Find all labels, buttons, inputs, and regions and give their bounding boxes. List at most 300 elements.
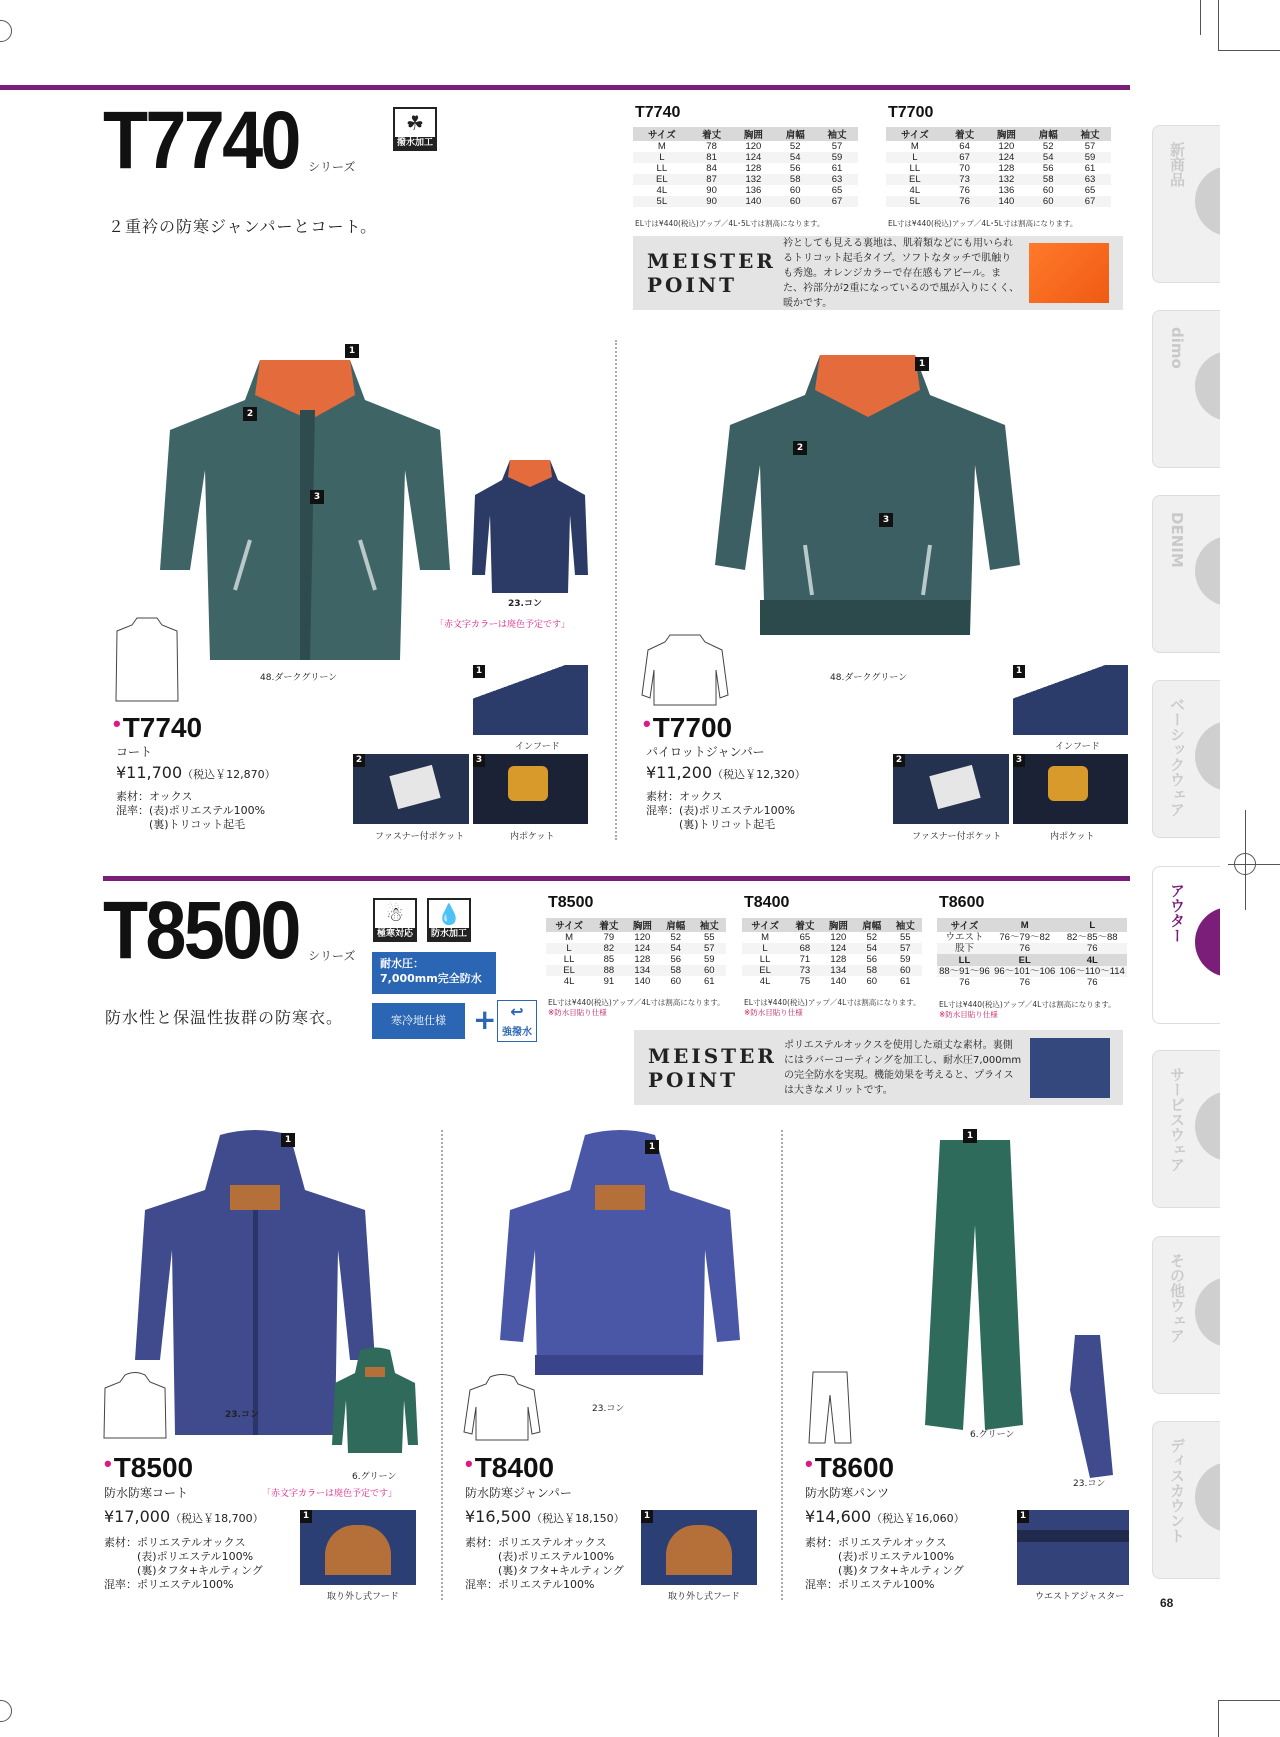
table-cell: 76 xyxy=(992,943,1058,954)
product-name: •T7740 xyxy=(113,711,203,743)
table-cell: 59 xyxy=(1069,152,1111,163)
table-cell: L xyxy=(546,943,592,954)
table-cell: 55 xyxy=(703,932,715,943)
size-note: EL寸は¥440(税込)アップ／4L寸は割高になります。 xyxy=(548,998,725,1007)
table-cell: 124 xyxy=(986,152,1028,163)
product-price: ¥14,600（税込￥16,060） xyxy=(805,1507,965,1526)
crop-mark xyxy=(1200,0,1201,35)
extreme-cold-badge: ☃ 極寒対応 xyxy=(373,898,417,942)
inner-pocket-photo xyxy=(473,754,588,824)
photo-number: 1 xyxy=(1017,1510,1029,1523)
hood-detail-photo xyxy=(473,665,588,735)
table-cell: 63 xyxy=(816,174,858,185)
tab-dimo[interactable]: dimo xyxy=(1152,310,1220,468)
table-cell: 54 xyxy=(659,943,692,954)
product-spec: 素材：オックス 混率：(表)ポリエステル100% (裏)トリコット起毛 xyxy=(646,790,796,831)
registration-mark xyxy=(0,20,12,42)
table-cell: 4L xyxy=(759,976,771,987)
size-note: EL寸は¥440(税込)アップ／4L･5L寸は割高になります。 xyxy=(888,219,1078,228)
table-cell: 106〜110〜114 xyxy=(1058,966,1128,977)
table-cell: 61 xyxy=(703,976,715,987)
meister-text: ポリエステルオックスを使用した頑丈な素材。裏側にはラバーコーティングを加工し、耐水圧7,000mmの完全防水を実現。機能効果を考えると、プライスは大きなメリットです。 xyxy=(784,1039,1022,1096)
table-cell: 87 xyxy=(691,174,733,185)
series-tagline: 防水性と保温性抜群の防寒衣。 xyxy=(105,1008,344,1027)
table-cell: 61 xyxy=(899,976,911,987)
color-label: 23.コン xyxy=(592,1404,625,1414)
table-cell: 67 xyxy=(816,196,858,207)
table-cell: 4L xyxy=(563,976,575,987)
t7740-back-sketch xyxy=(112,613,182,703)
water-pressure-box: 耐水圧： 7,000mm完全防水 xyxy=(372,952,496,994)
detail-caption: 内ポケット xyxy=(510,832,555,842)
table-cell: M xyxy=(565,932,574,943)
table-cell: 股下 xyxy=(937,943,992,954)
table-row xyxy=(633,196,858,207)
detail-caption: 取り外し式フード xyxy=(327,1592,399,1602)
table-header: 袖丈 xyxy=(693,918,726,932)
table-row xyxy=(546,965,726,976)
table-cell: 76 xyxy=(959,977,970,988)
product-name: •T8500 xyxy=(104,1451,194,1483)
table-cell: EL xyxy=(633,174,691,185)
table-cell: 56 xyxy=(789,163,801,174)
table-header: 肩幅 xyxy=(659,918,692,932)
table-cell: 60 xyxy=(789,185,801,196)
table-row xyxy=(742,932,922,943)
table-cell: 54 xyxy=(1027,152,1069,163)
t8600-pants-image xyxy=(905,1135,1035,1435)
table-cell: 76 xyxy=(959,185,970,196)
size-note: EL寸は¥440(税込)アップ／4L･5L寸は割高になります。 xyxy=(635,219,825,228)
product-desc: 防水防寒パンツ xyxy=(805,1486,890,1500)
table-header: 肩幅 xyxy=(855,918,888,932)
t8400-back-sketch xyxy=(462,1372,542,1442)
table-cell: EL xyxy=(742,965,788,976)
table-cell: 60 xyxy=(1042,185,1054,196)
meister-point xyxy=(634,1030,1123,1105)
table-cell: 58 xyxy=(774,174,816,185)
table-header: 袖丈 xyxy=(816,127,858,141)
table-cell: 67 xyxy=(944,152,986,163)
product-desc: パイロットジャンパー xyxy=(646,745,765,759)
crop-mark xyxy=(1218,1700,1280,1701)
callout-2: 2 xyxy=(793,441,807,455)
table-cell: 140 xyxy=(634,976,651,987)
series-code: T7740 xyxy=(103,95,299,186)
table-cell: 56 xyxy=(1042,163,1054,174)
table-cell: 59 xyxy=(703,954,715,965)
color-label: 6.グリーン xyxy=(970,1430,1015,1440)
table-cell: 60 xyxy=(774,196,816,207)
table-cell: 128 xyxy=(998,163,1015,174)
table-cell: 61 xyxy=(831,163,843,174)
size-table xyxy=(633,127,858,207)
table-cell: 52 xyxy=(866,932,878,943)
series-tagline: ２重衿の防寒ジャンパーとコート。 xyxy=(108,217,378,236)
product-price: ¥16,500（税込￥18,150） xyxy=(465,1507,625,1526)
table-cell: 70 xyxy=(959,163,970,174)
fabric-swatch-image xyxy=(1030,1038,1110,1098)
photo-number: 2 xyxy=(893,754,905,767)
size-table-title: T8500 xyxy=(548,894,594,911)
meister-text: 衿としても見える裏地は、肌着類などにも用いられるトリコット起毛タイプ。ソフトなタッチで肌触りも秀逸。オレンジカラーで存在感もアピール。また、衿部分が2重になっているので風が入りにくく、暖かです。 xyxy=(783,237,1020,309)
table-cell: 90 xyxy=(706,185,717,196)
table-cell: L xyxy=(742,943,788,954)
table-cell: LL xyxy=(909,163,921,174)
table-row xyxy=(546,954,726,965)
product-spec: 素材：ポリエステルオックス (表)ポリエステル100% (裏)タフタ+キルティング 混率：ポリエステル100% xyxy=(805,1536,964,1591)
table-cell: L xyxy=(1058,918,1128,932)
table-cell: 68 xyxy=(788,943,821,954)
discontinued-note: 「赤文字カラーは廃色予定です」 xyxy=(435,620,571,630)
callout-1: 1 xyxy=(645,1140,659,1154)
product-spec: 素材：ポリエステルオックス (表)ポリエステル100% (裏)タフタ+キルティング 混率：ポリエステル100% xyxy=(465,1536,624,1591)
size-note: EL寸は¥440(税込)アップ／4L寸は割高になります。 xyxy=(939,1000,1116,1009)
size-table-title: T7740 xyxy=(635,104,681,121)
table-cell: 55 xyxy=(899,932,911,943)
table-cell: 58 xyxy=(659,965,692,976)
table-header: 着丈 xyxy=(691,127,733,141)
table-row xyxy=(886,174,1111,185)
table-cell: 52 xyxy=(789,141,801,152)
table-row xyxy=(546,976,726,987)
product-price: ¥11,200（税込￥12,320） xyxy=(646,763,806,782)
table-header: 胸囲 xyxy=(822,918,855,932)
meister-point xyxy=(633,236,1123,310)
size-table-title: T8400 xyxy=(744,894,790,911)
table-cell: EL xyxy=(886,174,944,185)
table-row xyxy=(937,918,1127,932)
table-row xyxy=(886,185,1111,196)
registration-mark xyxy=(0,1700,12,1722)
table-row xyxy=(937,943,1127,954)
t8600-back-sketch xyxy=(805,1370,855,1445)
waterproof-badge: 💧 防水加工 xyxy=(427,898,471,942)
table-cell: 4L xyxy=(909,185,921,196)
detail-caption: インフード xyxy=(515,742,560,752)
table-header: サイズ xyxy=(546,918,592,932)
table-cell: LL xyxy=(563,954,575,965)
tab-outer[interactable]: アウター xyxy=(1152,866,1220,1024)
registration-mark xyxy=(1234,853,1256,875)
table-cell: 91 xyxy=(603,976,615,987)
table-cell: 136 xyxy=(745,185,762,196)
table-cell: 59 xyxy=(816,152,858,163)
photo-number: 1 xyxy=(300,1510,312,1523)
photo-number: 3 xyxy=(1013,754,1025,767)
photo-number: 2 xyxy=(353,754,365,767)
color-label: 6.グリーン xyxy=(352,1472,397,1482)
table-cell: 57 xyxy=(693,943,726,954)
callout-1: 1 xyxy=(281,1133,295,1147)
table-header: 着丈 xyxy=(788,918,821,932)
table-cell: 52 xyxy=(670,932,682,943)
table-cell: EL xyxy=(546,965,592,976)
plus-sign: + xyxy=(473,1003,497,1036)
table-cell: 124 xyxy=(626,943,659,954)
meister-logo: MEISTER POINT xyxy=(648,1043,777,1092)
size-note: EL寸は¥440(税込)アップ／4L寸は割高になります。 xyxy=(744,998,921,1007)
table-header: 胸囲 xyxy=(986,127,1028,141)
table-cell: 124 xyxy=(733,152,775,163)
table-header: 胸囲 xyxy=(733,127,775,141)
size-table xyxy=(886,127,1111,207)
crop-mark xyxy=(1218,0,1219,50)
color-label: 23.コン xyxy=(1073,1479,1106,1489)
table-cell: 134 xyxy=(822,965,855,976)
fabric-swatch-image xyxy=(1029,243,1109,303)
table-cell: 96〜101〜106 xyxy=(992,966,1058,977)
table-row xyxy=(742,954,922,965)
hood-detail-photo xyxy=(300,1510,416,1585)
table-cell: L xyxy=(886,152,944,163)
table-row xyxy=(633,174,858,185)
table-cell: 76 xyxy=(1058,943,1128,954)
table-cell: 4L xyxy=(656,185,668,196)
table-row xyxy=(886,152,1111,163)
table-cell: 140 xyxy=(733,196,775,207)
product-name: •T8600 xyxy=(805,1451,895,1483)
table-row xyxy=(937,966,1127,977)
hood-detail-photo xyxy=(641,1510,757,1585)
table-header: サイズ xyxy=(742,918,788,932)
photo-number: 1 xyxy=(641,1510,653,1523)
t8500-back-sketch xyxy=(100,1370,170,1440)
tab-discount[interactable]: ディスカウント xyxy=(1152,1421,1220,1579)
table-cell: 120 xyxy=(745,141,762,152)
t8600-navy-image xyxy=(1065,1330,1115,1480)
table-row xyxy=(633,141,858,152)
table-cell: 5L xyxy=(633,196,691,207)
tab-new-products[interactable]: 新商品 xyxy=(1152,125,1220,283)
snowman-icon: ☃ xyxy=(386,902,404,926)
divider xyxy=(441,1130,443,1600)
size-table xyxy=(546,918,726,987)
table-cell: 76 xyxy=(1086,977,1098,988)
photo-number: 3 xyxy=(473,754,485,767)
t8500-green-image xyxy=(330,1345,420,1455)
table-cell: 60 xyxy=(1027,196,1069,207)
t7700-back-sketch xyxy=(640,630,730,710)
table-cell: 132 xyxy=(733,174,775,185)
table-cell: 75 xyxy=(799,976,811,987)
table-header: サイズ xyxy=(886,127,944,141)
callout-3: 3 xyxy=(310,490,324,504)
table-cell: 76 xyxy=(1019,977,1030,988)
product-desc: コート xyxy=(116,745,153,759)
photo-number: 1 xyxy=(473,665,485,678)
tab-basic-wear[interactable]: ベーシックウェア xyxy=(1152,680,1220,838)
table-row xyxy=(886,196,1111,207)
table-cell: LL xyxy=(656,163,668,174)
table-cell: 73 xyxy=(944,174,986,185)
table-cell: 140 xyxy=(830,976,847,987)
table-cell: 63 xyxy=(1069,174,1111,185)
table-header: 胸囲 xyxy=(626,918,659,932)
size-table xyxy=(742,918,922,987)
table-cell: 60 xyxy=(866,976,878,987)
table-cell: 82〜85〜88 xyxy=(1066,932,1118,943)
tab-other-wear[interactable]: その他ウェア xyxy=(1152,1236,1220,1394)
table-cell: 136 xyxy=(998,185,1015,196)
table-cell: 60 xyxy=(693,965,726,976)
table-row xyxy=(633,185,858,196)
t7700-jacket-image xyxy=(700,345,1030,645)
table-cell: M xyxy=(761,932,770,943)
table-cell: 124 xyxy=(822,943,855,954)
table-cell: 85 xyxy=(603,954,615,965)
table-cell: 76〜79〜82 xyxy=(999,932,1051,943)
table-cell: EL xyxy=(992,954,1058,966)
waist-detail-photo xyxy=(1017,1510,1129,1585)
cold-region-box: 寒冷地仕様 xyxy=(372,1003,465,1039)
table-cell: 54 xyxy=(855,943,888,954)
table-cell: 57 xyxy=(889,943,922,954)
callout-2: 2 xyxy=(243,407,257,421)
t8400-jacket-image xyxy=(495,1130,745,1380)
size-note-red: ※防水目貼り仕様 xyxy=(939,1010,998,1019)
table-cell: 64 xyxy=(959,141,970,152)
table-row xyxy=(633,163,858,174)
crop-mark xyxy=(1218,1700,1219,1737)
table-row xyxy=(937,932,1127,943)
table-row xyxy=(937,954,1127,966)
product-price: ¥17,000（税込￥18,700） xyxy=(104,1507,264,1526)
section-rule xyxy=(0,85,1130,90)
table-header: 着丈 xyxy=(592,918,625,932)
table-cell: 128 xyxy=(745,163,762,174)
callout-3: 3 xyxy=(879,513,893,527)
table-row xyxy=(546,932,726,943)
inner-pocket-photo xyxy=(1013,754,1128,824)
detail-caption: 内ポケット xyxy=(1050,832,1095,842)
table-cell: 59 xyxy=(899,954,911,965)
table-header: 袖丈 xyxy=(1069,127,1111,141)
page-number: 68 xyxy=(1160,1596,1174,1610)
color-label: 23.コン xyxy=(225,1410,259,1420)
meister-logo: MEISTER POINT xyxy=(647,249,776,297)
table-cell: 88 xyxy=(592,965,625,976)
table-cell: ウエスト xyxy=(945,932,984,943)
table-row xyxy=(633,152,858,163)
size-table-title: T8600 xyxy=(939,894,985,911)
table-row xyxy=(886,163,1111,174)
tab-denim[interactable]: DENIM xyxy=(1152,495,1220,653)
crop-mark xyxy=(1218,50,1280,51)
table-header: サイズ xyxy=(633,127,691,141)
table-cell: 84 xyxy=(706,163,717,174)
table-cell: 128 xyxy=(634,954,651,965)
table-cell: 73 xyxy=(788,965,821,976)
table-cell: 57 xyxy=(831,141,843,152)
table-cell: 71 xyxy=(799,954,811,965)
table-cell: 67 xyxy=(1069,196,1111,207)
table-cell: 90 xyxy=(691,196,733,207)
table-cell: 65 xyxy=(799,932,811,943)
series-label: シリーズ xyxy=(308,949,356,963)
product-name: •T8400 xyxy=(465,1451,555,1483)
table-cell: L xyxy=(633,152,691,163)
table-cell: サイズ xyxy=(937,918,992,932)
table-cell: 52 xyxy=(1042,141,1054,152)
product-spec: 素材：ポリエステルオックス (表)ポリエステル100% (裏)タフタ+キルティング 混率：ポリエステル100% xyxy=(104,1536,263,1591)
table-cell: 120 xyxy=(634,932,651,943)
product-name: •T7700 xyxy=(643,711,733,743)
water-drop-icon: 💧 xyxy=(436,902,462,926)
table-row xyxy=(937,977,1127,988)
table-cell: 4L xyxy=(1058,954,1128,966)
detail-caption: ファスナー付ポケット xyxy=(375,832,465,842)
table-header: 肩幅 xyxy=(774,127,816,141)
size-table-title: T7700 xyxy=(888,104,934,121)
table-cell: LL xyxy=(759,954,771,965)
table-cell: 60 xyxy=(889,965,922,976)
table-row xyxy=(546,943,726,954)
callout-1: 1 xyxy=(915,357,929,371)
table-cell: M xyxy=(910,141,919,152)
product-price: ¥11,700（税込￥12,870） xyxy=(116,763,276,782)
table-header: 肩幅 xyxy=(1027,127,1069,141)
zip-pocket-photo xyxy=(353,754,469,824)
color-label: 48.ダークグリーン xyxy=(830,673,908,683)
table-cell: 57 xyxy=(1084,141,1096,152)
table-cell: 78 xyxy=(706,141,717,152)
divider xyxy=(781,1130,783,1600)
strong-repellent-box: ↩ 強撥水 xyxy=(497,1000,537,1042)
color-label: 48.ダークグリーン xyxy=(260,673,338,683)
series-label: シリーズ xyxy=(308,160,356,174)
detail-caption: 取り外し式フード xyxy=(668,1592,740,1602)
table-cell: 60 xyxy=(670,976,682,987)
detail-caption: ウエストアジャスター xyxy=(1035,1592,1125,1602)
table-cell: 128 xyxy=(830,954,847,965)
section-rule xyxy=(103,876,1130,881)
table-cell: 76 xyxy=(944,196,986,207)
table-cell: 81 xyxy=(691,152,733,163)
divider xyxy=(615,340,617,840)
discontinued-note: 「赤文字カラーは廃色予定です」 xyxy=(262,1489,398,1499)
table-cell: 140 xyxy=(986,196,1028,207)
t7740-navy-image xyxy=(470,455,590,595)
t7740-coat-image xyxy=(150,340,460,670)
detail-caption: ファスナー付ポケット xyxy=(912,832,1002,842)
table-cell: M xyxy=(992,918,1058,932)
water-repellent-badge: ☘ 撥水加工 xyxy=(393,107,437,151)
hood-detail-photo xyxy=(1013,665,1128,735)
water-drops-icon: ☘ xyxy=(406,111,424,135)
table-cell: 58 xyxy=(1027,174,1069,185)
photo-number: 1 xyxy=(1013,665,1025,678)
water-drop-icon: ↩ xyxy=(510,1002,524,1021)
table-cell: 120 xyxy=(830,932,847,943)
size-note-red: ※防水目貼り仕様 xyxy=(744,1008,803,1017)
product-desc: 防水防寒コート xyxy=(104,1486,189,1500)
table-cell: 88〜91〜96 xyxy=(937,966,992,977)
table-cell: 79 xyxy=(603,932,615,943)
table-cell: 61 xyxy=(1084,163,1096,174)
size-note-red: ※防水目貼り仕様 xyxy=(548,1008,607,1017)
table-row xyxy=(742,976,922,987)
tab-service-wear[interactable]: サービスウェア xyxy=(1152,1050,1220,1208)
table-cell: LL xyxy=(937,954,992,966)
table-cell: M xyxy=(657,141,666,152)
series-code: T8500 xyxy=(103,885,299,976)
table-cell: 65 xyxy=(1084,185,1096,196)
table-row xyxy=(742,943,922,954)
color-label: 23.コン xyxy=(508,599,542,609)
detail-caption: インフード xyxy=(1055,742,1100,752)
table-cell: 56 xyxy=(670,954,682,965)
